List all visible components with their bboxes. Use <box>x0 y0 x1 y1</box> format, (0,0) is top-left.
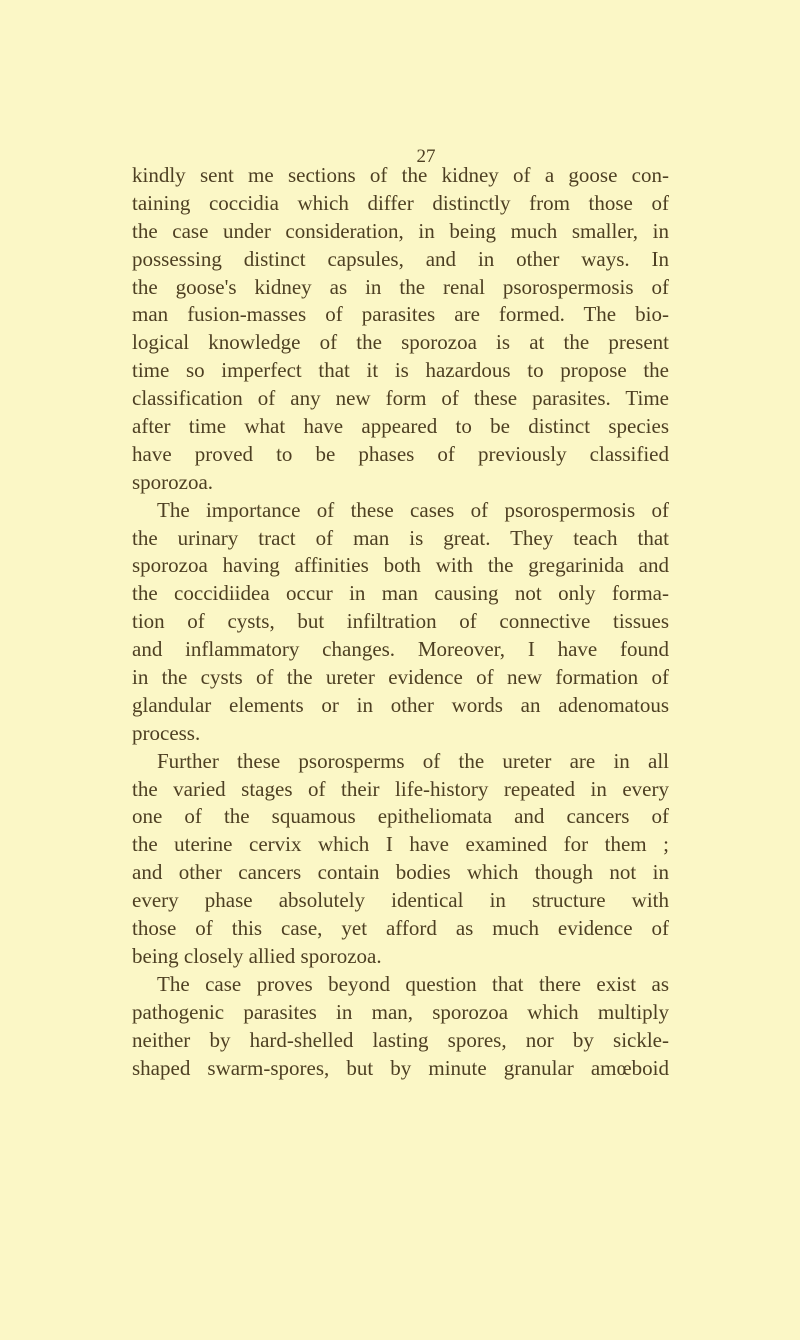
paragraph <box>132 971 669 1083</box>
text-line: sporozoa having affinities both with the gregarinida and <box>132 553 669 578</box>
text-line: possessing distinct capsules, and in other ways. In <box>132 246 669 271</box>
text-line: kindly sent me sections of the kidney of a goose con- <box>132 163 669 187</box>
text-line: logical knowledge of the sporozoa is at the present <box>132 330 669 355</box>
text-line: The importance of these cases of psorospermosis of <box>157 497 669 522</box>
text-line: tion of cysts, but infiltration of connective tissues <box>132 609 669 634</box>
text-line: neither by hard-shelled lasting spores, nor by sickle- <box>132 1027 669 1052</box>
text-line: sporozoa. <box>132 469 214 494</box>
text-line: Further these psorosperms of the ureter are in all <box>157 748 669 773</box>
paragraph <box>132 748 669 971</box>
text-line: the coccidiidea occur in man causing not only forma- <box>132 581 669 606</box>
text-line: the goose's kidney as in the renal psorospermosis of <box>132 274 669 299</box>
page-number: 27 <box>416 146 436 167</box>
text-line: process. <box>132 720 201 745</box>
text-line: shaped swarm-spores, but by minute granular amœboid <box>132 1055 669 1080</box>
text-line: after time what have appeared to be distinct species <box>132 414 669 439</box>
text-line: man fusion-masses of parasites are formed. The bio- <box>132 302 669 327</box>
text-line: have proved to be phases of previously classified <box>132 441 669 466</box>
text-line: the case under consideration, in being much smaller, in <box>132 218 669 243</box>
text-line: in the cysts of the ureter evidence of new formation of <box>132 665 669 690</box>
paragraph <box>132 162 669 497</box>
text-line: one of the squamous epitheliomata and cancers of <box>132 804 669 829</box>
text-line: and other cancers contain bodies which though not in <box>132 860 669 885</box>
text-line: time so imperfect that it is hazardous to propose the <box>132 358 669 383</box>
text-line: pathogenic parasites in man, sporozoa which multiply <box>132 999 669 1024</box>
text-line: classification of any new form of these parasites. Time <box>132 386 669 411</box>
paragraph <box>132 497 669 748</box>
body-text <box>132 162 669 1082</box>
text-line: the varied stages of their life-history repeated in every <box>132 776 669 801</box>
text-line: the urinary tract of man is great. They teach that <box>132 525 669 550</box>
text-line: every phase absolutely identical in structure with <box>132 888 669 913</box>
text-line: The case proves beyond question that there exist as <box>157 971 669 996</box>
text-line: taining coccidia which differ distinctly from those of <box>132 190 669 215</box>
text-line: glandular elements or in other words an adenomatous <box>132 692 669 717</box>
text-line: those of this case, yet afford as much evidence of <box>132 916 669 941</box>
text-line: the uterine cervix which I have examined for them ; <box>132 832 669 857</box>
text-line: and inflammatory changes. Moreover, I have found <box>132 637 669 662</box>
text-line: being closely allied sporozoa. <box>132 943 382 968</box>
